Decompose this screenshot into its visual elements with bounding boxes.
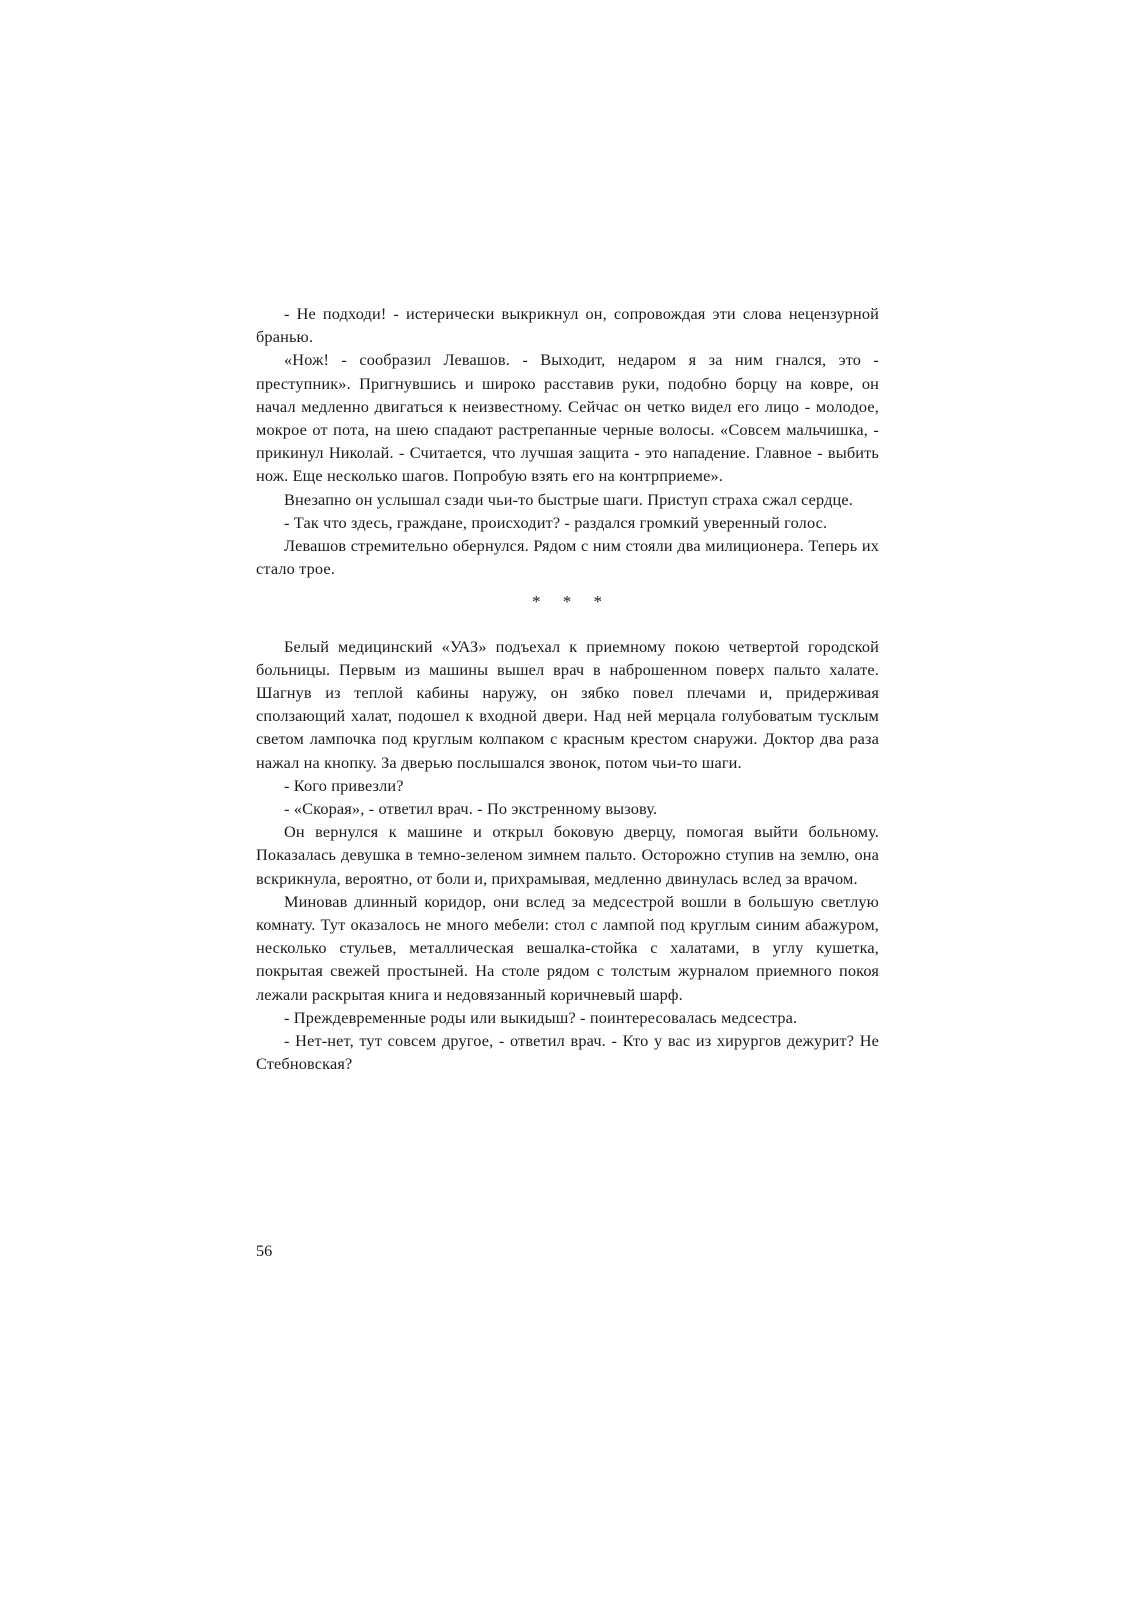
- paragraph: Он вернулся к машине и открыл боковую дверцу, помогая выйти больному. Показалась девушка в темно-зеленом зимнем пальто. Осторожно ступив на землю, она вскрикнула, вероятно, от боли и, прихрамывая, медленно двинулась вслед за врачом.: [256, 822, 879, 888]
- paragraph: Белый медицинский «УАЗ» подъехал к приемному покою четвертой городской больницы. Первым из машины вышел врач в наброшенном поверх пальто халате. Шагнув из теплой кабины наружу, он зябко повел плечами и, придерживая сползающий халат, подошел к входной двери. Над ней мерцала голубоватым тусклым светом лампочка под круглым колпаком с красным крестом снаружи. Доктор два раза нажал на кнопку. За дверью послышался звонок, потом чьи-то шаги.: [256, 636, 879, 772]
- paragraph: - «Скорая», - ответил врач. - По экстренному вызову.: [284, 799, 658, 819]
- page-number: 56: [256, 1241, 273, 1260]
- paragraph: «Нож! - сообразил Левашов. - Выходит, недаром я за ним гнался, это - преступник». Пригнувшись и широко расставив руки, подобно борцу на ковре, он начал медленно двигаться к неизвестному. Сейчас он четко видел его лицо - молодое, мокрое от пота, на шею спадают растрепанные черные волосы. «Совсем мальчишка, - прикинул Николай. - Считается, что лучшая защита - это нападение. Главное - выбить нож. Еще несколько шагов. Попробую взять его на контрприеме».: [256, 350, 879, 486]
- section-separator: * * *: [532, 592, 611, 612]
- page-body: [256, 302, 879, 1076]
- paragraph: Левашов стремительно обернулся. Рядом с ним стояли два милиционера. Теперь их стало трое.: [256, 536, 879, 579]
- paragraph: - Нет-нет, тут совсем другое, - ответил врач. - Кто у вас из хирургов дежурит? Не Стебновская?: [256, 1031, 879, 1074]
- paragraph: - Так что здесь, граждане, происходит? - раздался громкий уверенный голос.: [284, 512, 828, 532]
- paragraph: - Не подходи! - истерически выкрикнул он, сопровождая эти слова нецензурной бранью.: [256, 304, 879, 347]
- paragraph: Внезапно он услышал сзади чьи-то быстрые шаги. Приступ страха сжал сердце.: [284, 489, 853, 509]
- paragraph: Миновав длинный коридор, они вслед за медсестрой вошли в большую светлую комнату. Тут оказалось не много мебели: стол с лампой под круглым синим абажуром, несколько стульев, металлическая вешалка-стойка с халатами, в углу кушетка, покрытая свежей простыней. На столе рядом с толстым журналом приемного покоя лежали раскрытая книга и недовязанный коричневый шарф.: [256, 891, 879, 1004]
- paragraph: - Кого привезли?: [284, 775, 404, 795]
- paragraph: - Преждевременные роды или выкидыш? - поинтересовалась медсестра.: [284, 1007, 798, 1027]
